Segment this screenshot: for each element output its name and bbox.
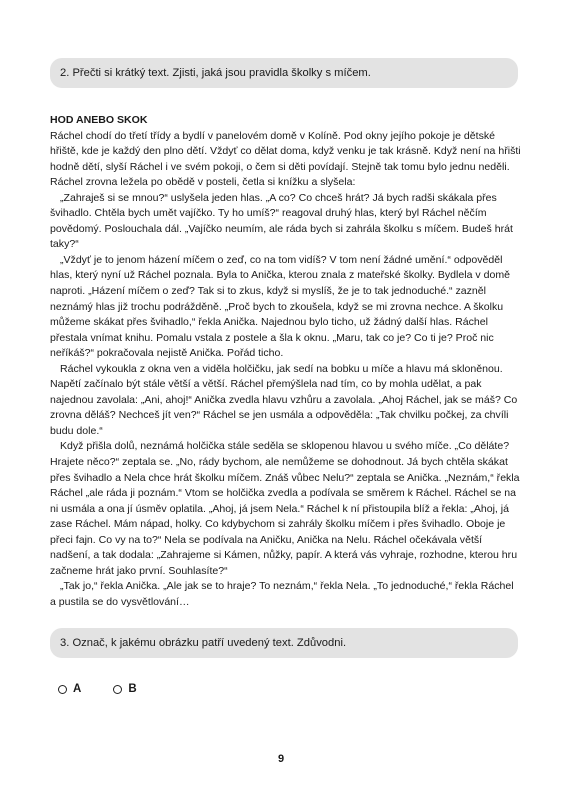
- task-2-text: 2. Přečti si krátký text. Zjisti, jaká jsou pravidla školky s míčem.: [60, 67, 371, 79]
- answer-options: [58, 683, 137, 695]
- story-paragraph: „Vždyť je to jenom házení míčem o zeď, co na tom vidíš? V tom není žádné umění.“ odpověděl hlas, který nyní už Ráchel poznala. Byla to Anička, kterou znala z mateřské školky. Bydlela v domě naproti. „Házení míčem o zeď? Tak si to zkus, když si myslíš, že je to tak jednoduché.“ zazněl neznámý hlas již trochu podrážděně. „Proč bych to zkoušela, když se mi zrovna nechce. A školku můžeme skákat přes švihadlo,“ řekla Anička. Najednou bylo ticho, už žádný další hlas. Ráchel přestala vnímat knihu. Pomalu vstala z postele a šla k oknu. „Maru, tak co je? Co ti je? Proč nic neříkáš?“ pokračovala nejistě Anička. Pořád ticho.: [50, 253, 510, 360]
- task-3-instruction: [50, 628, 518, 658]
- page-number: 9: [277, 753, 285, 765]
- story-title: HOD ANEBO SKOK: [50, 114, 148, 126]
- option-b[interactable]: [113, 683, 136, 695]
- story-paragraph: „Tak jo,“ řekla Anička. „Ale jak se to hraje? To neznám,“ řekla Nela. „To jednoduché,“ řekla Ráchel a pustila se do vysvětlování…: [50, 580, 514, 608]
- story-paragraph: Když přišla dolů, neznámá holčička stále seděla se sklopenou hlavou u svého míče. „Co děláte? Hrajete něco?“ zeptala se. „No, rády bychom, ale nemůžeme se dohodnout. Já bych chtěla skákat přes švihadlo a Nela chce hrát školku míčem. Znáš vůbec Nelu?“ zeptala se Anička. „Neznám,“ řekla Ráchel „ale ráda ji poznám.“ Vtom se holčička zvedla a podívala se směrem k Ráchel. Ráchel se na ni usmála a ona jí úsměv oplatila. „Ahoj, já jsem Nela.“ Ráchel k ní přistoupila blíž a řekla: „Ahoj, já zase Ráchel. Mám nápad, holky. Co kdybychom si zahrály školku míčem i přes švihadlo. Oboje je přeci fajn. Co vy na to?“ Nela se podívala na Aničku, Anička na Nelu. Ráchel očekávala větší nadšení, a tak dodala: „Zahrajeme si Kámen, nůžky, papír. A která vás vyhraje, rozhodne, kterou hru začneme hrát jako první. Souhlasíte?“: [50, 440, 520, 577]
- story-text: [50, 113, 522, 611]
- option-a[interactable]: [58, 683, 81, 695]
- story-paragraph: Ráchel vykoukla z okna ven a viděla holčičku, jak sedí na bobku u míče a hlavu má skloněnou. Napětí začínalo být stále větší a větší. Ráchel přemýšlela nad tím, co by mohla udělat, a pak najednou zavolala: „Ani, ahoj!“ Anička zvedla hlavu vzhůru a zavolala. „Ahoj Ráchel, jak se máš? Co zrovna děláš? Nechceš jít ven?“ Ráchel se jen usmála a odpověděla: „Tak chvilku počkej, za chvíli budu dole.“: [50, 362, 518, 437]
- task-2-instruction: [50, 58, 518, 88]
- option-a-label: A: [73, 683, 82, 695]
- radio-circle-icon[interactable]: [58, 685, 67, 694]
- option-b-label: B: [128, 683, 137, 695]
- task-3-text: 3. Označ, k jakému obrázku patří uvedený text. Zdůvodni.: [60, 637, 347, 649]
- radio-circle-icon[interactable]: [113, 685, 122, 694]
- story-paragraph: „Zahraješ si se mnou?“ uslyšela jeden hlas. „A co? Co chceš hrát? Já bych radši skákala přes švihadlo. Chtěla bych umět vajíčko. Ty ho umíš?“ reagoval druhý hlas, který byl Ráchel něčím povědomý. Poslouchala dál. „Vajíčko neumím, ale ráda bych si zahrála školku s míčem. Budeš hrát taky?“: [50, 191, 513, 251]
- story-paragraph: Ráchel chodí do třetí třídy a bydlí v panelovém domě v Kolíně. Pod okny jejího pokoje je dětské hřiště, kde je každý den plno dětí. Vždyť co dělat doma, když venku je tak krásně. Když není na hřišti hodně dětí, slyší Ráchel i ve svém pokoji, o čem si děti povídají. Stejně tak tomu bylo jednu neděli. Ráchel zrovna ležela po obědě v posteli, četla si knížku a slyšela:: [50, 129, 521, 189]
